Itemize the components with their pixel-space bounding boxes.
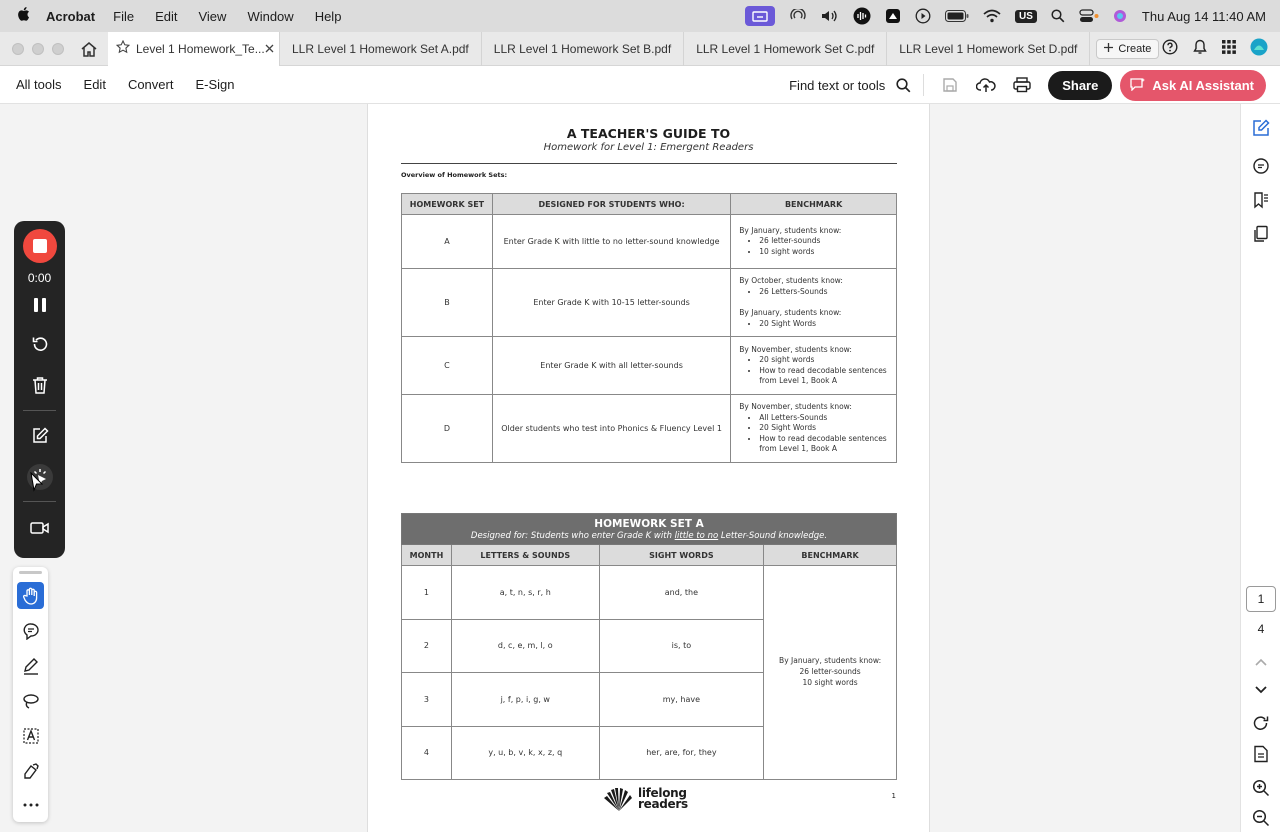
set-cell: C — [402, 337, 493, 395]
notes-app-icon[interactable] — [885, 8, 901, 24]
table-row — [402, 337, 897, 395]
table-row — [402, 269, 897, 337]
chevron-down-icon[interactable] — [1249, 678, 1273, 702]
ai-assistant-icon — [1130, 77, 1146, 94]
camera-icon[interactable] — [27, 515, 53, 541]
help-icon[interactable] — [1162, 39, 1178, 60]
siri-icon[interactable] — [1113, 9, 1127, 23]
menu-view[interactable]: View — [198, 8, 227, 24]
set-a-title: HOMEWORK SET A — [594, 517, 704, 530]
logo-line-1: lifelong — [638, 785, 687, 800]
set-cell: B — [402, 269, 493, 337]
tab-set-c[interactable]: LLR Level 1 Homework Set C.pdf — [684, 32, 887, 66]
sign-pen-icon[interactable] — [17, 757, 44, 784]
page-display-icon[interactable] — [1249, 742, 1273, 766]
create-button[interactable] — [1096, 39, 1159, 59]
spotlight-search-icon[interactable] — [1051, 9, 1065, 23]
chevron-up-icon[interactable] — [1249, 650, 1273, 674]
total-pages: 4 — [1257, 622, 1265, 636]
homework-set-a-table — [401, 513, 897, 780]
col-homework-set: HOMEWORK SET — [402, 194, 493, 215]
search-icon[interactable] — [891, 71, 915, 99]
col-designed-for: DESIGNED FOR STUDENTS WHO: — [492, 194, 730, 215]
audio-meter-icon[interactable] — [853, 7, 871, 25]
pause-icon[interactable] — [27, 292, 53, 318]
battery-icon[interactable] — [945, 10, 969, 22]
tab-set-d[interactable]: LLR Level 1 Homework Set D.pdf — [887, 32, 1090, 66]
set-cell: D — [402, 395, 493, 463]
palette-grip[interactable] — [19, 571, 42, 574]
zoom-in-icon[interactable] — [1249, 776, 1273, 800]
benchmark-cell: By October, students know: • 26 Letters-Sounds By January, students know: • 20 Sight Words — [731, 269, 897, 337]
ask-ai-label: Ask AI Assistant — [1152, 77, 1254, 93]
highlight-pen-icon[interactable] — [17, 652, 44, 679]
stop-recording-button[interactable] — [23, 229, 57, 263]
designed-cell: Older students who test into Phonics & Fluency Level 1 — [492, 395, 730, 463]
col-month: MONTH — [402, 545, 452, 566]
cloud-upload-icon[interactable] — [968, 71, 1004, 99]
annotate-icon[interactable] — [27, 423, 53, 449]
overview-label: Overview of Homework Sets: — [401, 171, 508, 179]
col-letters-sounds: LETTERS & SOUNDS — [451, 545, 599, 566]
set-a-header — [402, 514, 897, 545]
hand-tool-icon[interactable] — [17, 582, 44, 609]
zoom-out-icon[interactable] — [1249, 806, 1273, 830]
menubar-clock[interactable]: Thu Aug 14 11:40 AM — [1141, 8, 1266, 24]
logo-line-2: readers — [638, 797, 688, 811]
benchmark-cell: By November, students know: • All Letters-Sounds • 20 Sight Words • How to read decodable sentences from Level 1, Book A — [731, 395, 897, 463]
text-box-icon[interactable] — [17, 722, 44, 749]
col-benchmark: BENCHMARK — [764, 545, 897, 566]
tool-palette — [13, 567, 48, 822]
convert-tab[interactable]: Convert — [127, 77, 174, 92]
play-circle-icon[interactable] — [915, 8, 931, 24]
menu-window[interactable]: Window — [247, 8, 294, 24]
sight-words-cell: her, are, for, they — [599, 726, 764, 780]
set-a-designed-for: Designed for: Students who enter Grade K with little to no Letter-Sound knowledge. — [470, 530, 828, 541]
designed-cell: Enter Grade K with 10-15 letter-sounds — [492, 269, 730, 337]
tab-set-b[interactable]: LLR Level 1 Homework Set B.pdf — [482, 32, 684, 66]
share-button[interactable]: Share — [1048, 71, 1112, 100]
airplay-icon[interactable] — [789, 9, 807, 23]
designed-cell: Enter Grade K with all letter-sounds — [492, 337, 730, 395]
page-number: 1 — [891, 792, 896, 800]
print-icon[interactable] — [1004, 71, 1040, 99]
rotate-icon[interactable] — [1249, 712, 1273, 736]
pdf-page — [367, 104, 930, 832]
restart-icon[interactable] — [27, 332, 53, 358]
month-cell: 2 — [402, 619, 452, 673]
benchmark-cell: By January, students know: • 26 letter-sounds • 10 sight words — [731, 215, 897, 269]
overview-table — [401, 193, 897, 463]
input-source[interactable]: US — [1015, 10, 1037, 23]
star-icon[interactable] — [116, 40, 130, 57]
apps-grid-icon[interactable] — [1222, 40, 1236, 59]
set-a-benchmark-cell: By January, students know: 26 letter-sounds 10 sight words — [764, 566, 897, 780]
apple-menu-icon[interactable] — [0, 6, 46, 27]
month-cell: 3 — [402, 673, 452, 727]
designed-cell: Enter Grade K with little to no letter-sound knowledge — [492, 215, 730, 269]
book-fan-icon — [602, 786, 636, 812]
comments-panel-icon[interactable] — [1249, 154, 1273, 178]
find-text-button[interactable]: Find text or tools — [789, 77, 886, 93]
ask-ai-assistant-button[interactable] — [1120, 70, 1266, 101]
month-cell: 1 — [402, 566, 452, 620]
col-benchmark: BENCHMARK — [731, 194, 897, 215]
menu-file[interactable]: File — [113, 8, 135, 24]
user-avatar-icon[interactable] — [1250, 38, 1268, 61]
sight-words-cell: and, the — [599, 566, 764, 620]
save-icon[interactable] — [932, 71, 968, 99]
window-controls[interactable] — [12, 43, 64, 55]
right-rail — [1240, 104, 1280, 832]
plus-icon — [1104, 43, 1113, 55]
wifi-icon[interactable] — [983, 9, 1001, 23]
menu-help[interactable]: Help — [314, 8, 342, 24]
tab-active-document[interactable] — [108, 32, 280, 66]
document-title: A TEACHER'S GUIDE TO — [566, 126, 731, 141]
letters-cell: j, f, p, i, g, w — [451, 673, 599, 727]
pages-panel-icon[interactable] — [1249, 222, 1273, 246]
sight-words-cell: is, to — [599, 619, 764, 673]
sight-words-cell: my, have — [599, 673, 764, 727]
current-page-input[interactable]: 1 — [1246, 586, 1276, 612]
table-row — [402, 215, 897, 269]
benchmark-cell: By November, students know: • 20 sight words • How to read decodable sentences from Level 1, Book A — [731, 337, 897, 395]
letters-cell: y, u, b, v, k, x, z, q — [451, 726, 599, 780]
volume-icon[interactable] — [821, 9, 839, 23]
trash-icon[interactable] — [27, 372, 53, 398]
create-label: Create — [1118, 42, 1152, 55]
month-cell: 4 — [402, 726, 452, 780]
comment-tool-icon[interactable] — [17, 617, 44, 644]
table-row — [402, 566, 897, 620]
acrobat-toolbar — [0, 66, 1280, 104]
notifications-bell-icon[interactable] — [1192, 39, 1208, 60]
title-rule — [401, 163, 897, 164]
more-tools-icon[interactable] — [17, 791, 44, 818]
letters-cell: a, t, n, s, r, h — [451, 566, 599, 620]
lasso-draw-icon[interactable] — [17, 687, 44, 714]
esign-tab[interactable]: E-Sign — [195, 77, 235, 92]
edit-tab[interactable]: Edit — [83, 77, 106, 92]
letters-cell: d, c, e, m, l, o — [451, 619, 599, 673]
menu-bar — [0, 0, 1280, 32]
edit-pdf-panel-icon[interactable] — [1249, 116, 1273, 140]
menu-edit[interactable]: Edit — [155, 8, 178, 24]
screen-share-icon[interactable] — [745, 6, 775, 26]
mouse-pointer-icon — [30, 472, 44, 497]
bookmarks-panel-icon[interactable] — [1249, 188, 1273, 212]
tab-label: Level 1 Homework_Te... — [136, 41, 265, 56]
table-row — [402, 395, 897, 463]
home-icon[interactable] — [78, 38, 100, 60]
tab-bar — [0, 32, 1280, 66]
app-name[interactable]: Acrobat — [46, 8, 96, 24]
lifelong-readers-logo — [602, 786, 688, 812]
control-center-icon[interactable] — [1079, 9, 1099, 23]
tab-set-a[interactable]: LLR Level 1 Homework Set A.pdf — [280, 32, 482, 66]
set-cell: A — [402, 215, 493, 269]
all-tools-button[interactable]: All tools — [16, 77, 62, 92]
document-subtitle: Homework for Level 1: Emergent Readers — [543, 142, 754, 153]
recording-timer: 0:00 — [27, 271, 52, 285]
close-tab-icon[interactable] — [265, 42, 274, 56]
col-sight-words: SIGHT WORDS — [599, 545, 764, 566]
recording-toolbar — [14, 221, 65, 558]
